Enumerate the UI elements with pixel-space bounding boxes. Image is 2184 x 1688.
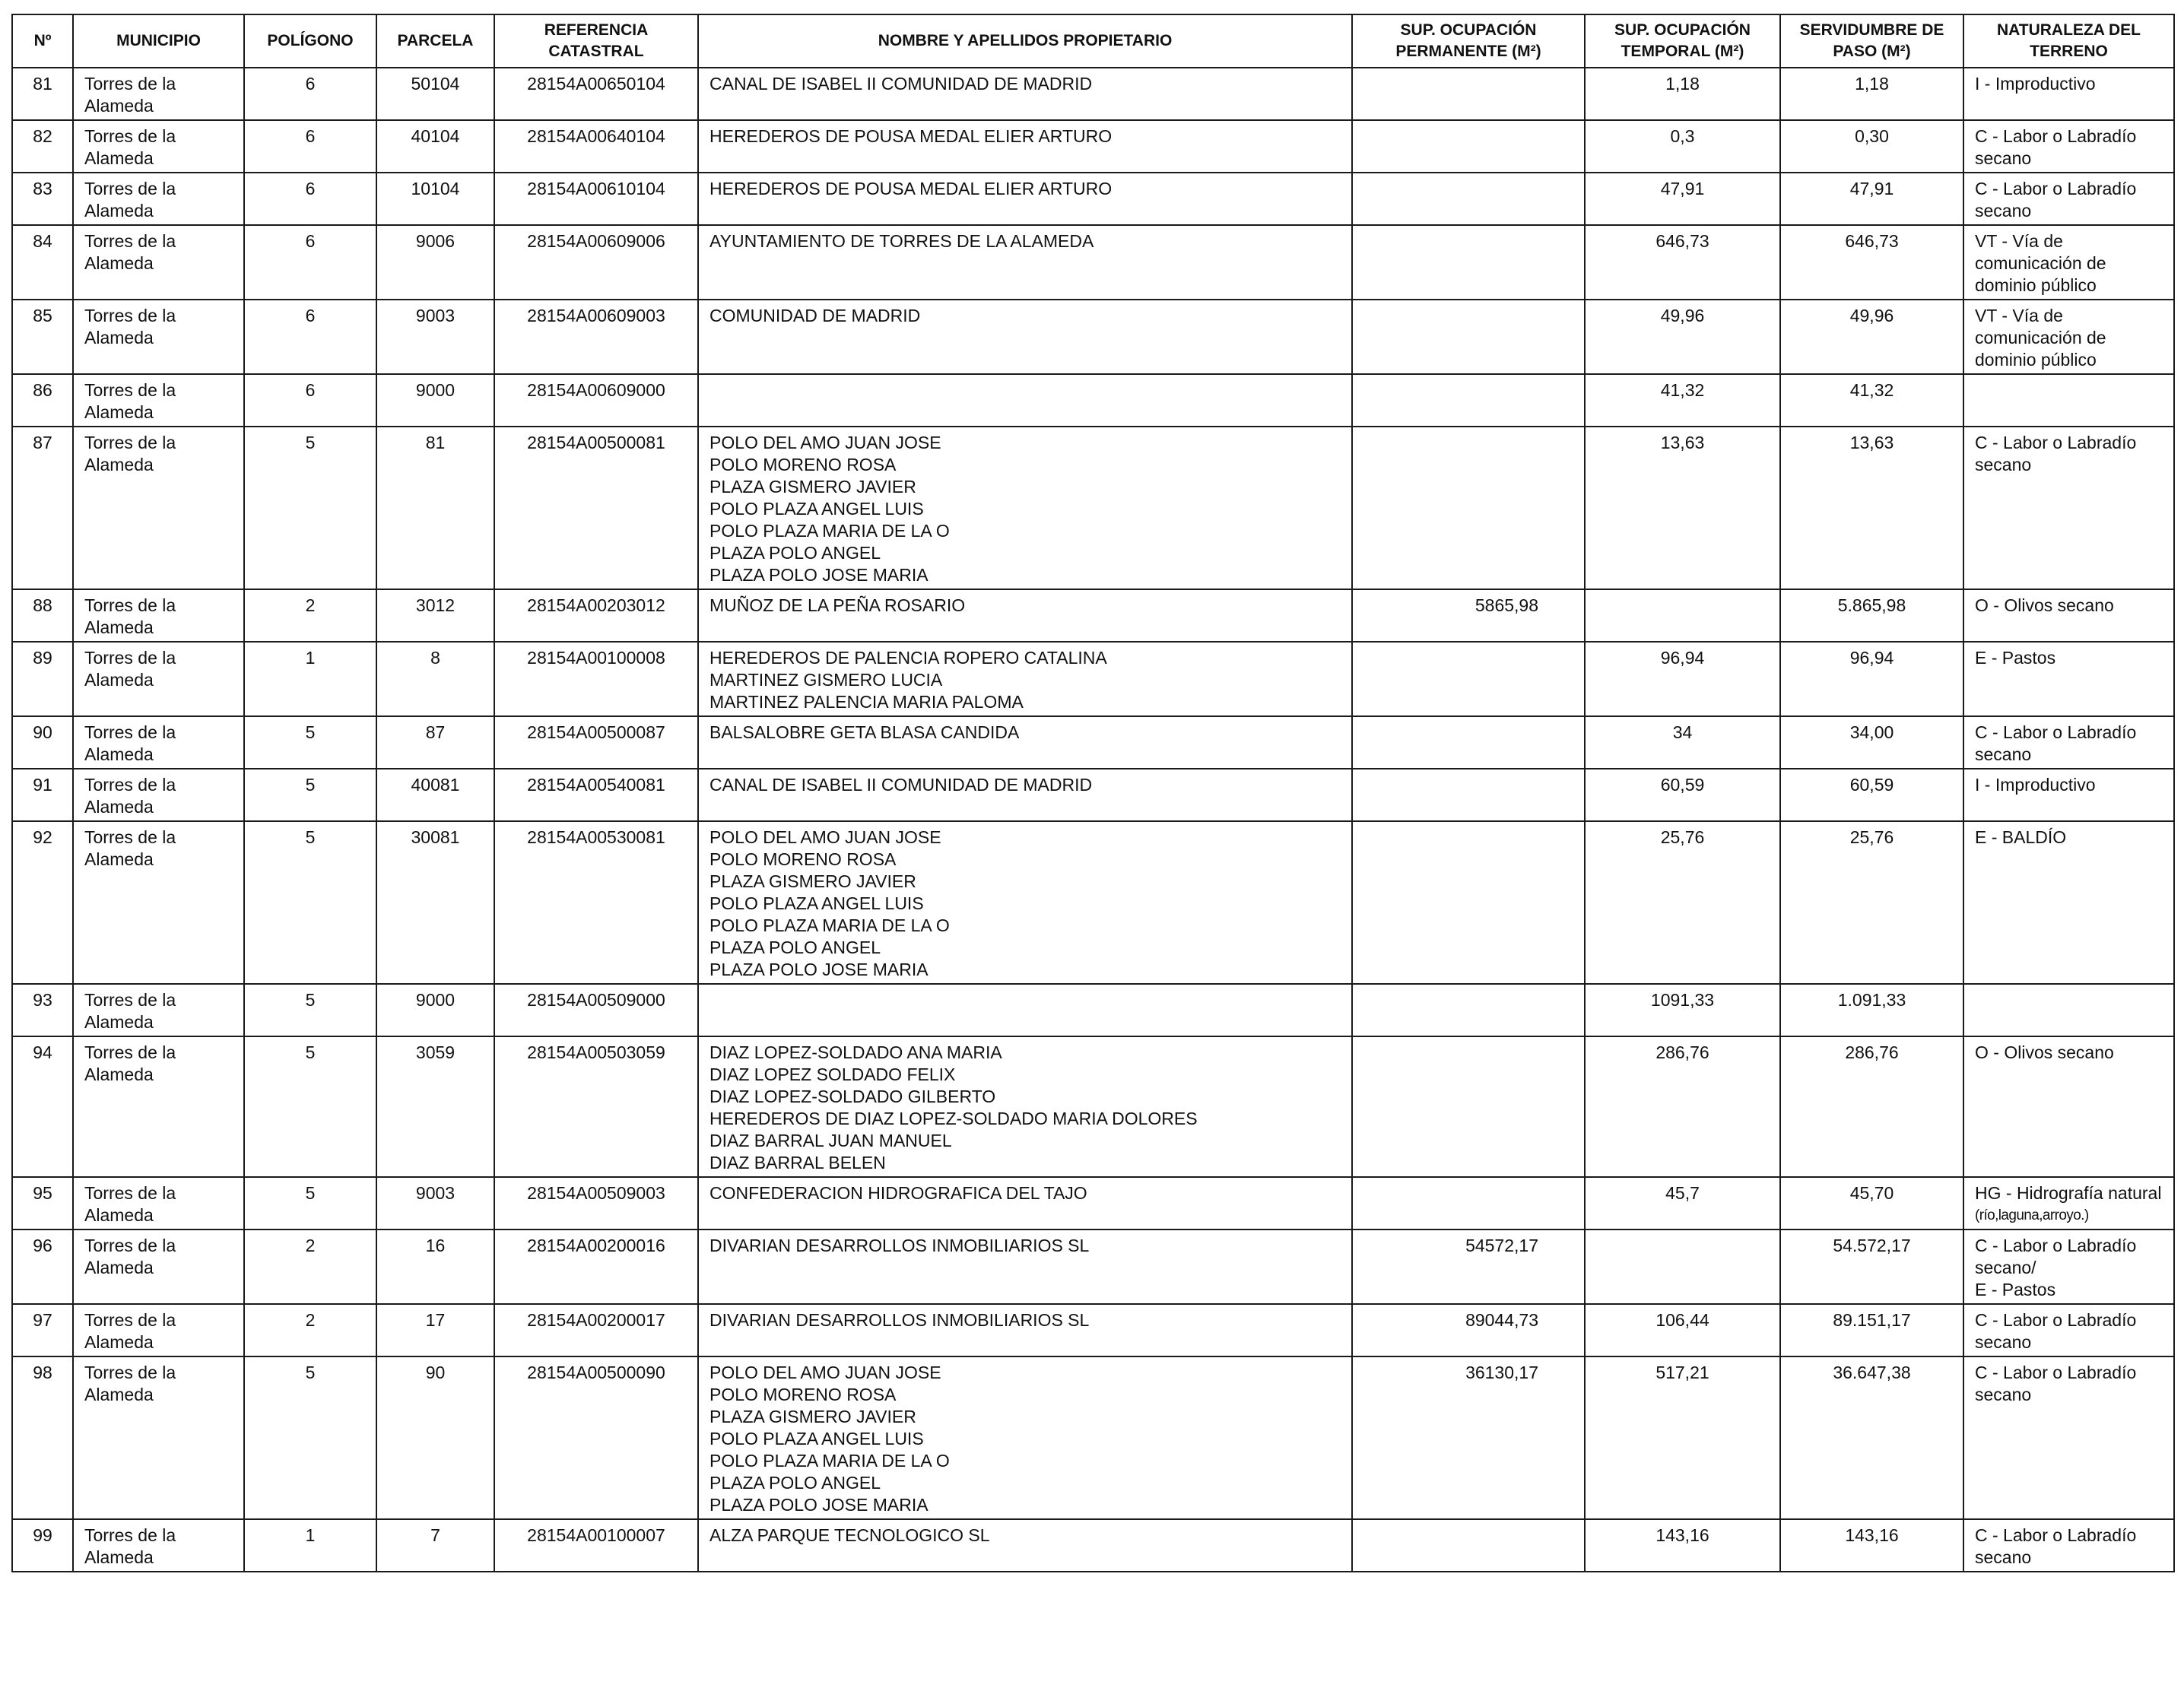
cell-sup-perm	[1352, 300, 1585, 374]
cell-num: 98	[12, 1356, 73, 1519]
cell-owners	[698, 173, 1352, 225]
cell-servidumbre: 286,76	[1780, 1036, 1963, 1177]
cell-num: 91	[12, 769, 73, 821]
cell-parcela: 30081	[376, 821, 494, 984]
cell-naturaleza	[1963, 1036, 2174, 1177]
cell-sup-temp: 34	[1585, 716, 1780, 769]
cell-sup-perm	[1352, 374, 1585, 427]
cell-owners	[698, 642, 1352, 716]
cell-servidumbre: 143,16	[1780, 1519, 1963, 1572]
cell-owners	[698, 120, 1352, 173]
cell-sup-temp: 143,16	[1585, 1519, 1780, 1572]
cell-owners	[698, 427, 1352, 589]
cell-referencia: 28154A00609003	[494, 300, 698, 374]
cell-num: 97	[12, 1304, 73, 1356]
owner-line: MARTINEZ GISMERO LUCIA	[709, 670, 943, 690]
cell-sup-temp: 41,32	[1585, 374, 1780, 427]
cell-naturaleza	[1963, 1230, 2174, 1304]
cell-owners	[698, 225, 1352, 300]
cell-num: 81	[12, 68, 73, 120]
cell-servidumbre: 1,18	[1780, 68, 1963, 120]
naturaleza-line: C - Labor o Labradío secano	[1975, 179, 2137, 221]
cell-num: 94	[12, 1036, 73, 1177]
cell-naturaleza	[1963, 427, 2174, 589]
owner-line: DIVARIAN DESARROLLOS INMOBILIARIOS SL	[709, 1236, 1090, 1255]
header-parcela: PARCELA	[376, 14, 494, 68]
cell-num: 82	[12, 120, 73, 173]
table-row	[12, 300, 2174, 374]
table-row	[12, 225, 2174, 300]
cell-municipio: Torres de la Alameda	[73, 1356, 244, 1519]
cell-poligono: 5	[244, 1177, 376, 1230]
table-row	[12, 589, 2174, 642]
header-nombre: NOMBRE Y APELLIDOS PROPIETARIO	[698, 14, 1352, 68]
cell-sup-perm	[1352, 68, 1585, 120]
cell-sup-temp: 13,63	[1585, 427, 1780, 589]
cell-sup-temp: 286,76	[1585, 1036, 1780, 1177]
cell-sup-perm: 36130,17	[1352, 1356, 1585, 1519]
cell-municipio: Torres de la Alameda	[73, 173, 244, 225]
cell-sup-perm	[1352, 1519, 1585, 1572]
cell-referencia: 28154A00650104	[494, 68, 698, 120]
owner-line: MARTINEZ PALENCIA MARIA PALOMA	[709, 692, 1024, 712]
naturaleza-line: C - Labor o Labradío secano	[1975, 126, 2137, 168]
cell-servidumbre: 47,91	[1780, 173, 1963, 225]
cell-owners	[698, 1304, 1352, 1356]
cell-parcela: 10104	[376, 173, 494, 225]
naturaleza-line: C - Labor o Labradío secano	[1975, 722, 2137, 764]
cell-parcela: 17	[376, 1304, 494, 1356]
cell-referencia: 28154A00100007	[494, 1519, 698, 1572]
table-row	[12, 1036, 2174, 1177]
cell-owners	[698, 1177, 1352, 1230]
cell-poligono: 5	[244, 716, 376, 769]
header-municipio: MUNICIPIO	[73, 14, 244, 68]
owner-line: POLO PLAZA MARIA DE LA O	[709, 915, 950, 935]
cell-parcela: 9000	[376, 984, 494, 1036]
cell-poligono: 6	[244, 173, 376, 225]
owner-line: PLAZA GISMERO JAVIER	[709, 477, 916, 497]
owner-line: POLO MORENO ROSA	[709, 1385, 897, 1404]
cell-naturaleza	[1963, 716, 2174, 769]
owner-line: PLAZA POLO JOSE MARIA	[709, 565, 929, 585]
owner-line: PLAZA GISMERO JAVIER	[709, 871, 916, 891]
cell-servidumbre: 646,73	[1780, 225, 1963, 300]
cell-servidumbre: 0,30	[1780, 120, 1963, 173]
cell-num: 99	[12, 1519, 73, 1572]
cell-parcela: 3012	[376, 589, 494, 642]
cell-servidumbre: 54.572,17	[1780, 1230, 1963, 1304]
owner-line: COMUNIDAD DE MADRID	[709, 306, 921, 325]
header-sup-temp: SUP. OCUPACIÓN TEMPORAL (M²)	[1585, 14, 1780, 68]
cell-num: 83	[12, 173, 73, 225]
cell-servidumbre: 13,63	[1780, 427, 1963, 589]
owner-line: MUÑOZ DE LA PEÑA ROSARIO	[709, 595, 966, 615]
cell-num: 95	[12, 1177, 73, 1230]
cell-naturaleza	[1963, 374, 2174, 427]
cell-naturaleza	[1963, 173, 2174, 225]
cell-poligono: 6	[244, 300, 376, 374]
cell-referencia: 28154A00640104	[494, 120, 698, 173]
cell-servidumbre: 96,94	[1780, 642, 1963, 716]
cell-servidumbre: 45,70	[1780, 1177, 1963, 1230]
cell-num: 92	[12, 821, 73, 984]
owner-line: PLAZA POLO JOSE MARIA	[709, 1495, 929, 1515]
header-sup-perm: SUP. OCUPACIÓN PERMANENTE (M²)	[1352, 14, 1585, 68]
owner-line: CANAL DE ISABEL II COMUNIDAD DE MADRID	[709, 775, 1093, 795]
owner-line: DIAZ BARRAL BELEN	[709, 1153, 886, 1172]
cell-municipio: Torres de la Alameda	[73, 642, 244, 716]
cell-poligono: 6	[244, 68, 376, 120]
cell-num: 93	[12, 984, 73, 1036]
owner-line: DIAZ LOPEZ SOLDADO FELIX	[709, 1065, 956, 1084]
cell-sup-temp: 96,94	[1585, 642, 1780, 716]
cell-naturaleza	[1963, 1177, 2174, 1230]
owner-line: HEREDEROS DE POUSA MEDAL ELIER ARTURO	[709, 179, 1113, 198]
cell-parcela: 3059	[376, 1036, 494, 1177]
cell-num: 89	[12, 642, 73, 716]
cell-parcela: 9000	[376, 374, 494, 427]
owner-line: PLAZA POLO ANGEL	[709, 938, 881, 957]
cell-parcela: 7	[376, 1519, 494, 1572]
table-row	[12, 68, 2174, 120]
cell-referencia: 28154A00500090	[494, 1356, 698, 1519]
cell-num: 86	[12, 374, 73, 427]
cell-owners	[698, 769, 1352, 821]
naturaleza-line: O - Olivos secano	[1975, 1042, 2114, 1062]
table-header-row	[12, 14, 2174, 68]
table-row	[12, 374, 2174, 427]
table-row	[12, 1230, 2174, 1304]
owner-line: POLO DEL AMO JUAN JOSE	[709, 433, 941, 452]
cell-sup-perm: 5865,98	[1352, 589, 1585, 642]
cell-referencia: 28154A00530081	[494, 821, 698, 984]
naturaleza-line: C - Labor o Labradío secano	[1975, 1525, 2137, 1567]
cell-sup-perm	[1352, 427, 1585, 589]
cell-naturaleza	[1963, 1356, 2174, 1519]
cell-owners	[698, 300, 1352, 374]
cell-naturaleza	[1963, 589, 2174, 642]
table-row	[12, 1519, 2174, 1572]
cell-poligono: 2	[244, 1304, 376, 1356]
naturaleza-line: E - Pastos	[1975, 1280, 2056, 1299]
cell-sup-temp: 60,59	[1585, 769, 1780, 821]
naturaleza-line: C - Labor o Labradío secano	[1975, 433, 2137, 474]
cell-sup-perm	[1352, 821, 1585, 984]
cell-sup-temp: 517,21	[1585, 1356, 1780, 1519]
naturaleza-line: C - Labor o Labradío secano	[1975, 1363, 2137, 1404]
cell-referencia: 28154A00609006	[494, 225, 698, 300]
cell-num: 96	[12, 1230, 73, 1304]
cell-sup-temp	[1585, 1230, 1780, 1304]
owner-line: PLAZA POLO JOSE MARIA	[709, 960, 929, 979]
naturaleza-line: VT - Vía de comunicación de dominio público	[1975, 306, 2106, 370]
cell-poligono: 5	[244, 769, 376, 821]
cell-num: 84	[12, 225, 73, 300]
cell-parcela: 90	[376, 1356, 494, 1519]
cell-sup-perm	[1352, 1177, 1585, 1230]
cell-servidumbre: 34,00	[1780, 716, 1963, 769]
cell-sup-perm: 89044,73	[1352, 1304, 1585, 1356]
table-row	[12, 984, 2174, 1036]
cell-naturaleza	[1963, 984, 2174, 1036]
cell-sup-perm	[1352, 642, 1585, 716]
cell-poligono: 1	[244, 642, 376, 716]
cell-municipio: Torres de la Alameda	[73, 1036, 244, 1177]
cell-servidumbre: 1.091,33	[1780, 984, 1963, 1036]
cell-parcela: 81	[376, 427, 494, 589]
cell-municipio: Torres de la Alameda	[73, 821, 244, 984]
cell-servidumbre: 49,96	[1780, 300, 1963, 374]
cell-owners	[698, 1519, 1352, 1572]
cell-referencia: 28154A00509003	[494, 1177, 698, 1230]
owner-line: PLAZA GISMERO JAVIER	[709, 1407, 916, 1426]
table-row	[12, 642, 2174, 716]
cell-servidumbre: 89.151,17	[1780, 1304, 1963, 1356]
cell-municipio: Torres de la Alameda	[73, 374, 244, 427]
owner-line: PLAZA POLO ANGEL	[709, 543, 881, 563]
cell-naturaleza	[1963, 225, 2174, 300]
owner-line: POLO MORENO ROSA	[709, 455, 897, 474]
cell-owners	[698, 716, 1352, 769]
cell-owners	[698, 1356, 1352, 1519]
cell-municipio: Torres de la Alameda	[73, 589, 244, 642]
cell-parcela: 87	[376, 716, 494, 769]
table-row	[12, 1356, 2174, 1519]
cell-sup-perm	[1352, 225, 1585, 300]
naturaleza-line: E - BALDÍO	[1975, 827, 2067, 847]
cell-owners	[698, 374, 1352, 427]
cell-referencia: 28154A00500081	[494, 427, 698, 589]
cell-referencia: 28154A00200017	[494, 1304, 698, 1356]
cell-num: 90	[12, 716, 73, 769]
cell-naturaleza	[1963, 120, 2174, 173]
cell-poligono: 6	[244, 225, 376, 300]
owner-line: POLO MORENO ROSA	[709, 849, 897, 869]
cell-municipio: Torres de la Alameda	[73, 1177, 244, 1230]
cell-sup-perm	[1352, 173, 1585, 225]
cell-referencia: 28154A00610104	[494, 173, 698, 225]
header-num: Nº	[12, 14, 73, 68]
cell-sup-perm	[1352, 1036, 1585, 1177]
owner-line: POLO DEL AMO JUAN JOSE	[709, 1363, 941, 1382]
document-page	[11, 14, 2175, 1572]
cell-sup-temp: 106,44	[1585, 1304, 1780, 1356]
cell-parcela: 8	[376, 642, 494, 716]
cell-sup-perm: 54572,17	[1352, 1230, 1585, 1304]
owner-line: DIVARIAN DESARROLLOS INMOBILIARIOS SL	[709, 1310, 1090, 1330]
cell-sup-perm	[1352, 769, 1585, 821]
cell-poligono: 2	[244, 1230, 376, 1304]
table-row	[12, 769, 2174, 821]
owner-line: DIAZ LOPEZ-SOLDADO GILBERTO	[709, 1087, 996, 1106]
cell-owners	[698, 1036, 1352, 1177]
cell-sup-perm	[1352, 984, 1585, 1036]
cell-poligono: 5	[244, 427, 376, 589]
cell-naturaleza	[1963, 68, 2174, 120]
cell-municipio: Torres de la Alameda	[73, 1519, 244, 1572]
cell-referencia: 28154A00200016	[494, 1230, 698, 1304]
cell-referencia: 28154A00503059	[494, 1036, 698, 1177]
owner-line: POLO PLAZA ANGEL LUIS	[709, 893, 924, 913]
cell-municipio: Torres de la Alameda	[73, 769, 244, 821]
cell-poligono: 2	[244, 589, 376, 642]
cell-poligono: 5	[244, 1036, 376, 1177]
cell-naturaleza	[1963, 300, 2174, 374]
cell-owners	[698, 1230, 1352, 1304]
owner-line: POLO PLAZA MARIA DE LA O	[709, 521, 950, 541]
cell-referencia: 28154A00500087	[494, 716, 698, 769]
cell-municipio: Torres de la Alameda	[73, 716, 244, 769]
naturaleza-line: HG - Hidrografía natural	[1975, 1183, 2162, 1203]
expropiation-table	[11, 14, 2175, 1572]
cell-sup-temp: 25,76	[1585, 821, 1780, 984]
cell-naturaleza	[1963, 769, 2174, 821]
table-row	[12, 1177, 2174, 1230]
cell-sup-temp: 0,3	[1585, 120, 1780, 173]
owner-line: AYUNTAMIENTO DE TORRES DE LA ALAMEDA	[709, 231, 1094, 251]
cell-sup-temp: 49,96	[1585, 300, 1780, 374]
header-poligono: POLÍGONO	[244, 14, 376, 68]
cell-naturaleza	[1963, 642, 2174, 716]
table-row	[12, 821, 2174, 984]
cell-sup-temp: 47,91	[1585, 173, 1780, 225]
table-row	[12, 173, 2174, 225]
cell-naturaleza	[1963, 1519, 2174, 1572]
cell-parcela: 9006	[376, 225, 494, 300]
owner-line: HEREDEROS DE DIAZ LOPEZ-SOLDADO MARIA DOLORES	[709, 1109, 1198, 1128]
cell-municipio: Torres de la Alameda	[73, 984, 244, 1036]
cell-sup-temp: 646,73	[1585, 225, 1780, 300]
table-row	[12, 716, 2174, 769]
table-row	[12, 120, 2174, 173]
cell-referencia: 28154A00100008	[494, 642, 698, 716]
cell-sup-temp: 1091,33	[1585, 984, 1780, 1036]
owner-line: POLO PLAZA MARIA DE LA O	[709, 1451, 950, 1471]
naturaleza-line: C - Labor o Labradío secano	[1975, 1310, 2137, 1352]
cell-referencia: 28154A00540081	[494, 769, 698, 821]
cell-owners	[698, 589, 1352, 642]
owner-line: PLAZA POLO ANGEL	[709, 1473, 881, 1493]
owner-line: POLO DEL AMO JUAN JOSE	[709, 827, 941, 847]
cell-servidumbre: 25,76	[1780, 821, 1963, 984]
owner-line: HEREDEROS DE POUSA MEDAL ELIER ARTURO	[709, 126, 1113, 146]
table-row	[12, 427, 2174, 589]
cell-sup-temp: 45,7	[1585, 1177, 1780, 1230]
owner-line: CONFEDERACION HIDROGRAFICA DEL TAJO	[709, 1183, 1087, 1203]
cell-municipio: Torres de la Alameda	[73, 225, 244, 300]
cell-owners	[698, 821, 1352, 984]
cell-servidumbre: 5.865,98	[1780, 589, 1963, 642]
owner-line: HEREDEROS DE PALENCIA ROPERO CATALINA	[709, 648, 1107, 668]
header-referencia: REFERENCIA CATASTRAL	[494, 14, 698, 68]
cell-municipio: Torres de la Alameda	[73, 427, 244, 589]
naturaleza-line: O - Olivos secano	[1975, 595, 2114, 615]
header-naturaleza: NATURALEZA DEL TERRENO	[1963, 14, 2174, 68]
cell-num: 88	[12, 589, 73, 642]
cell-servidumbre: 60,59	[1780, 769, 1963, 821]
header-servidumbre: SERVIDUMBRE DE PASO (M²)	[1780, 14, 1963, 68]
cell-num: 85	[12, 300, 73, 374]
naturaleza-line: (río,laguna,arroyo.)	[1975, 1207, 2089, 1223]
cell-sup-perm	[1352, 120, 1585, 173]
cell-owners	[698, 68, 1352, 120]
cell-poligono: 5	[244, 984, 376, 1036]
cell-referencia: 28154A00609000	[494, 374, 698, 427]
owner-line: POLO PLAZA ANGEL LUIS	[709, 1429, 924, 1448]
naturaleza-line: VT - Vía de comunicación de dominio público	[1975, 231, 2106, 295]
cell-municipio: Torres de la Alameda	[73, 300, 244, 374]
cell-parcela: 9003	[376, 1177, 494, 1230]
cell-parcela: 9003	[376, 300, 494, 374]
cell-poligono: 6	[244, 120, 376, 173]
cell-num: 87	[12, 427, 73, 589]
table-row	[12, 1304, 2174, 1356]
cell-municipio: Torres de la Alameda	[73, 120, 244, 173]
cell-poligono: 5	[244, 1356, 376, 1519]
cell-servidumbre: 36.647,38	[1780, 1356, 1963, 1519]
cell-parcela: 50104	[376, 68, 494, 120]
cell-municipio: Torres de la Alameda	[73, 1230, 244, 1304]
owner-line: POLO PLAZA ANGEL LUIS	[709, 499, 924, 519]
cell-owners	[698, 984, 1352, 1036]
cell-poligono: 6	[244, 374, 376, 427]
naturaleza-line: C - Labor o Labradío secano/	[1975, 1236, 2137, 1277]
naturaleza-line: I - Improductivo	[1975, 74, 2096, 94]
cell-municipio: Torres de la Alameda	[73, 1304, 244, 1356]
cell-municipio: Torres de la Alameda	[73, 68, 244, 120]
cell-servidumbre: 41,32	[1780, 374, 1963, 427]
cell-sup-temp	[1585, 589, 1780, 642]
cell-sup-perm	[1352, 716, 1585, 769]
cell-parcela: 40104	[376, 120, 494, 173]
owner-line: DIAZ LOPEZ-SOLDADO ANA MARIA	[709, 1042, 1002, 1062]
cell-poligono: 1	[244, 1519, 376, 1572]
cell-parcela: 40081	[376, 769, 494, 821]
cell-naturaleza	[1963, 821, 2174, 984]
cell-parcela: 16	[376, 1230, 494, 1304]
owner-line: DIAZ BARRAL JUAN MANUEL	[709, 1131, 952, 1150]
owner-line: BALSALOBRE GETA BLASA CANDIDA	[709, 722, 1020, 742]
naturaleza-line: E - Pastos	[1975, 648, 2056, 668]
table-body	[12, 68, 2174, 1572]
cell-poligono: 5	[244, 821, 376, 984]
owner-line: ALZA PARQUE TECNOLOGICO SL	[709, 1525, 990, 1545]
owner-line: CANAL DE ISABEL II COMUNIDAD DE MADRID	[709, 74, 1093, 94]
cell-naturaleza	[1963, 1304, 2174, 1356]
cell-referencia: 28154A00509000	[494, 984, 698, 1036]
naturaleza-line: I - Improductivo	[1975, 775, 2096, 795]
cell-sup-temp: 1,18	[1585, 68, 1780, 120]
cell-referencia: 28154A00203012	[494, 589, 698, 642]
